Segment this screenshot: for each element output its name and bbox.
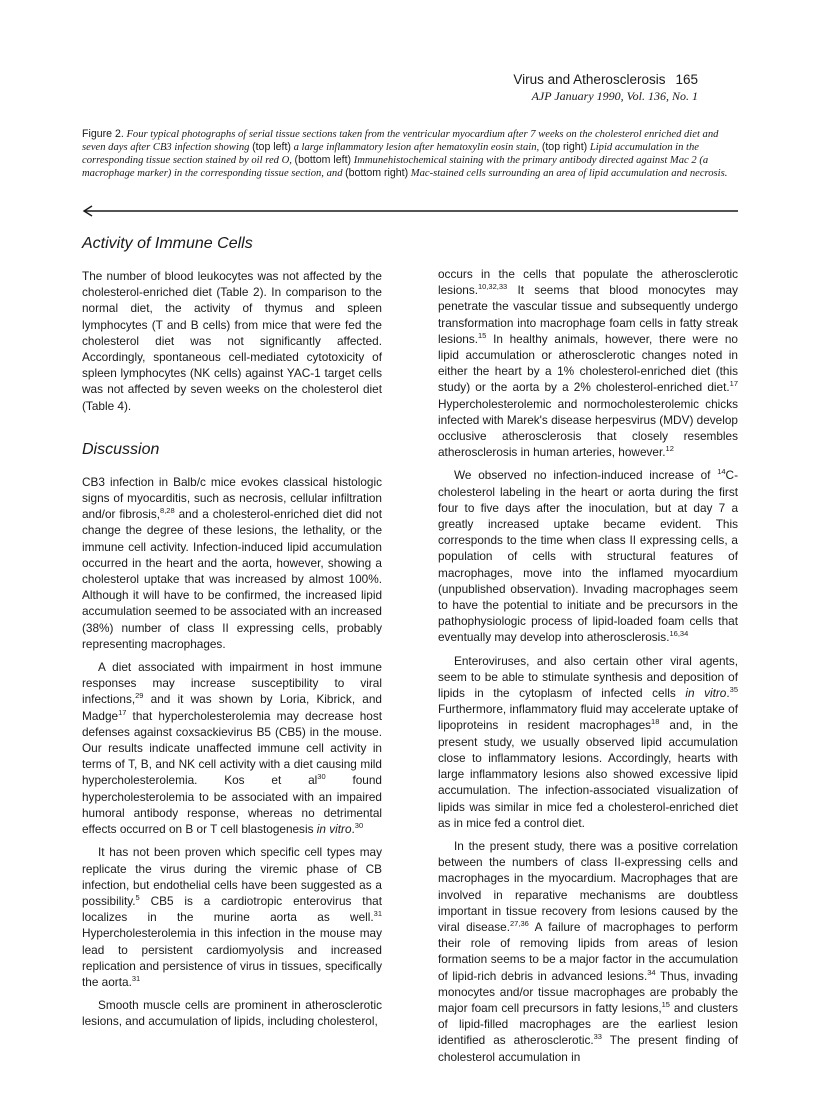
- paragraph: The number of blood leukocytes was not affected by the cholesterol-enriched diet (Table 2). In comparison to the normal diet, the activity of thymus and spleen lymphocytes (T and B cells) from mice that were fed the cholesterol diet was not significantly affected. Accordingly, spontaneous cell-mediated cytotoxicity of spleen lymphocytes (NK cells) against YAC-1 target cells was not affected by seven weeks on the cholesterol diet (Table 4).: [82, 269, 382, 413]
- right-column: [438, 266, 738, 1065]
- paragraph: We observed no infection-induced increase of $^{14}$C-cholesterol labeling in the heart or aorta during the first four to five days after the inoculation, but at day 7 a greatly increased uptake became evident. This corresponds to the time when class II expressing cells, a population of cells with structural features of macrophages, move into the inflamed myocardium (unpublished observation). Invading macrophages seem to have the potential to initiate and be precursors in the pathophysiologic process of lipid-loaded foam cells that eventually may develop into atherosclerosis.$^{16,34}$: [438, 467, 738, 645]
- figure-label: Figure 2.: [82, 128, 124, 140]
- page-number: 165: [675, 72, 698, 87]
- journal-citation: AJP January 1990, Vol. 136, No. 1: [531, 89, 698, 103]
- paragraph: A diet associated with impairment in host immune responses may increase susceptibility to viral infections,$^{29}$ and it was shown by Loria, Kibrick, and Madge$^{17}$ that hypercholesterolemia may decrease host defenses against coxsackievirus B5 (CB5) in the mouse. Our results indicate unaffected immune cell activity in terms of T, B, and NK cell activity with a diet causing mild hypercholesterolemia. Kos et $al^{30}$ found hypercholesterolemia to be associated with an impaired humoral antibody response, whereas no detrimental effects occurred on B or T cell blastogenesis in vitro.$^{30}$: [82, 660, 382, 837]
- paragraph: In the present study, there was a positive correlation between the numbers of class II-expressing cells and macrophages in the myocardium. Macrophages that are involved in reparative mechanisms are doubtless important in tissue recovery from lesions caused by the viral disease.$^{27,36}$ A failure of macrophages to perform their role of removing lipids from areas of lesion formation seems to be a major factor in the accumulation of lipid-rich debris in advanced lesions.$^{34}$ Thus, invading monocytes and/or tissue macrophages are probably the major foam cell precursors in fatty lesions,$^{15}$ and clusters of lipid-filled macrophages are the earliest lesion identified as atherosclerotic.$^{33}$ The present finding of cholesterol accumulation in: [438, 838, 738, 1064]
- paragraph: Enteroviruses, and also certain other viral agents, seem to be able to stimulate synthesis and deposition of lipids in the cytoplasm of infected cells in vitro.$^{35}$ Furthermore, inflammatory fluid may accelerate uptake of lipoproteins in resident macrophages$^{18}$ and, in the present study, we usually observed lipid accumulation close to inflammatory lesions. Accordingly, hearts with large inflammatory lesions also showed excessive lipid accumulation. The infection-associated visualization of lipids was similar in mice fed a cholesterol-enriched diet as in mice fed a control diet.: [438, 653, 739, 830]
- caption-divider-arrow: [82, 205, 738, 217]
- left-column: [82, 234, 382, 1030]
- section-heading-discussion: Discussion: [82, 440, 160, 458]
- paragraph: CB3 infection in Balb/c mice evokes classical histologic signs of myocarditis, such as necrosis, cellular infiltration and/or fibrosis,$^{8,28}$ and a cholesterol-enriched diet did not change the degree of these lesions, the lethality, or the immune cell activity. Infection-induced lipid accumulation occurred in the heart and the aorta, however, showing a cholesterol uptake that was increased by almost 100%. Although it will have to be confirmed, the increased lipid accumulation seemed to be associated with an increased (38%) number of class II expressing cells, probably representing macrophages.: [82, 474, 382, 651]
- paragraph: Smooth muscle cells are prominent in atherosclerotic lesions, and accumulation of lipids, including cholesterol,: [82, 998, 382, 1029]
- paragraph: occurs in the cells that populate the atherosclerotic lesions.$^{10,32,33}$ It seems that blood monocytes may penetrate the vascular tissue and subsequently undergo transformation into macrophage foam cells in fatty streak lesions.$^{15}$ In healthy animals, however, there were no lipid accumulation or atherosclerotic changes noted in either the heart by a 1% cholesterol-enriched diet (this study) or the aorta by a 2% cholesterol-enriched diet.$^{17}$ Hypercholesterolemic and normocholesterolemic chicks infected with Marek's disease herpesvirus (MDV) develop occlusive atherosclerosis that closely resembles atherosclerosis in human arteries, however.$^{12}$: [438, 267, 738, 460]
- section-heading-immune: Activity of Immune Cells: [82, 235, 253, 252]
- header-title-row: [513, 72, 698, 88]
- paragraph: It has not been proven which specific cell types may replicate the virus during the viremic phase of CB infection, but endothelial cells have been suggested as a possibility.$^5$ CB5 is a cardiotropic enterovirus that localizes in the murine aorta as well.$^{31}$ Hypercholesterolemia in this infection in the mouse may lead to persistent cardiomyolysis and increased replication and persistence of virus in tissues, specifically the aorta.$^{31}$: [82, 845, 382, 989]
- figure-caption: Figure 2. Four typical photographs of serial tissue sections taken from the ventricular myocardium after 7 weeks on the cholesterol enriched diet and seven days after CB3 infection showing (top left) a large inflammatory lesion after hematoxylin eosin stain, (top right) Lipid accumulation in the corresponding tissue section stained by oil red O, (bottom left) Immunehistochemical staining with the primary antibody directed against Mac 2 (a macrophage marker) in the corresponding tissue section, and (bottom right) Mac-stained cells surrounding an area of lipid accumulation and necrosis.: [82, 128, 728, 179]
- running-title: Virus and Atherosclerosis: [513, 72, 666, 87]
- running-header: [513, 72, 698, 104]
